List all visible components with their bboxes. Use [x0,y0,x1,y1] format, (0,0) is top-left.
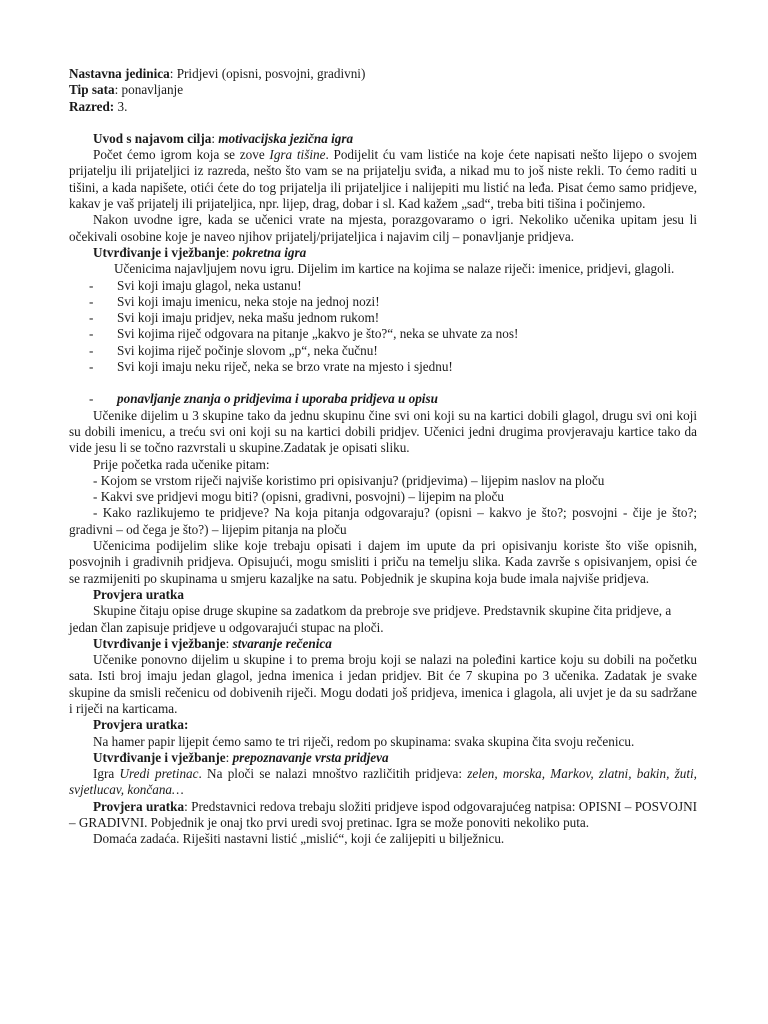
practice1-heading [69,245,697,261]
intro-paragraph-2: Nakon uvodne igre, kada se učenici vrate na mjesta, porazgovaramo o igri. Nekoliko učenika upitam jesu li očekivali osobine koje je naveo njihov prijatelj/prijateljica i najavim cilj – ponavljanje pridjeva. [69,212,697,244]
spacer [69,375,697,391]
intro-p1-start: Počet ćemo igrom koja se zove [93,147,270,163]
practice3-p1-start: Igra [93,766,120,782]
list-item [69,326,697,342]
lesson-type-line [69,82,697,98]
review-paragraph-1: Učenike dijelim u 3 skupine tako da jednu skupinu čine svi oni koji su na kartici dobili glagol, drugu svi oni koji su dobili imenicu, a treću svi oni koji su na kartici dobili pridjev. Učenici jedni drugima provjeravaju kartice tako da vide jesu li se točno razvrstali u skupine.Zadatak je opisati sliku. [69,407,697,456]
homework-paragraph: Domaća zadaća. Riješiti nastavni listić „mislić“, koji će zalijepiti u bilježnicu. [93,831,505,847]
review-question-2: - Kakvi sve pridjevi mogu biti? (opisni, gradivni, posvojni) – lijepim na ploču [93,489,504,505]
dash-bullet: - [89,359,94,375]
intro-game-name: Igra tišine [269,147,326,163]
check3-text: : Predstavnici redova trebaju složiti pridjeve ispod odgovarajućeg natpisa: OPISNI – POSVOJNI – GRADIVNI. Pobjednik je onaj tko prvi uredi svoj pretinac. Igra se može ponoviti nekoliko puta. [69,798,698,831]
list-item-text: Svi koji imaju neku riječ, neka se brzo vrate na mjesto i sjednu! [117,359,453,375]
practice3-game-name: Uredi pretinac [119,766,199,782]
dash-bullet: - [89,310,94,326]
intro-p1-rest: . Podijelit ću vam listiće na koje ćete napisati nešto lijepo o svojem prijatelju ili prijateljici iz razreda, nešto što vam se na prijatelju sviđa, a nikad mu to još niste rekli. To ćemo raditi u tišini, a kada napišete, otići ćete do tog prijatelja ili prijateljice i nalijepiti mu listić na leđa. Pisat ćemo samo pridjeve, kakav je vaš prijatelj ili prijateljica, npr. lijep, drag, dobar i sl. Kad kažem „sad“, treba biti tišina i počinjemo. [69,147,697,212]
adjective-list: zelen, morska, Markov, zlatni, bakin, žuti, svjetlucav, končana… [69,766,697,798]
lesson-unit-line [69,66,697,82]
intro-heading [69,131,697,147]
practice2-heading-bold: Utvrđivanje i vježbanje [93,635,226,651]
list-item [69,310,697,326]
check1-heading-bold: Provjera uratka [93,586,184,602]
dash-bullet: - [89,293,94,309]
grade-label: Razred: [69,98,115,114]
practice3-heading-bold: Utvrđivanje i vježbanje [93,749,226,765]
practice3-heading-sep: : [225,749,233,765]
check1-heading [69,587,697,603]
practice2-paragraph: Učenike ponovno dijelim u skupine i to prema broju koji se nalazi na poleđini kartice koju su dobili na početku sata. Isti broj imaju jedan glagol, jedna imenica i jedan pridjev. Bit će 7 skupina po 3 učenika. Zadatak je svake skupine da smisli rečenicu od dobivenih riječi. Mogu dodati još pridjeva, imenica i glagola, ali uvjet je da su sadržane i riječi na karticama. [69,652,697,716]
practice2-heading [69,636,697,652]
list-item [69,278,697,294]
dash-bullet: - [89,326,94,342]
list-item-text: Svi kojima riječ odgovara na pitanje „kakvo je što?“, neka se uhvate za nos! [117,326,519,342]
check2-heading-bold: Provjera uratka: [93,717,189,733]
list-item-text: Svi koji imaju glagol, neka ustanu! [117,277,302,293]
practice3-paragraph [69,766,697,799]
review-paragraph-3: Učenicima podijelim slike koje trebaju opisati i dajem im upute da pri opisivanju koriste što više opisnih, posvojnih i gradivnih pridjeva. Opisujući, mogu smisliti i priču na temelju slika. Kada završe s opisivanjem, opisi će se razmijeniti po skupinama u smjeru kazaljke na satu. Pobjednik je skupina koja bude imala najviše pridjeva. [69,538,697,586]
list-item-text: Svi koji imaju imenicu, neka stoje na jednoj nozi! [117,293,380,309]
grade-line [69,99,697,115]
check2-heading [69,717,697,733]
review-question-3: - Kako razlikujemo te pridjeve? Na koja pitanja odgovaraju? (opisni – kakvo je što?; posvojni - čije je što?; gradivni – od čega je što?) – lijepim pitanja na ploču [69,505,697,537]
practice3-heading [69,750,697,766]
practice1-heading-bold: Utvrđivanje i vježbanje [93,244,226,260]
spacer [69,115,697,131]
intro-heading-italic: motivacijska jezična igra [218,130,354,146]
check2-paragraph: Na hamer papir lijepit ćemo samo te tri riječi, redom po skupinama: svaka skupina čita svoju rečenicu. [93,733,635,749]
practice1-heading-sep: : [225,244,233,260]
list-item-text: Svi kojima riječ počinje slovom „p“, neka čučnu! [117,342,378,358]
intro-heading-bold: Uvod s najavom cilja [93,130,212,146]
list-item [69,359,697,375]
practice3-heading-italic: prepoznavanje vrsta pridjeva [232,749,389,765]
check3-paragraph [69,799,697,832]
dash-bullet: - [89,391,94,407]
practice2-heading-italic: stvaranje rečenica [232,635,332,651]
check1-paragraph: Skupine čitaju opise druge skupine sa zadatkom da prebroje sve pridjeve. Predstavnik skupine čita pridjeve, a jedan član zapisuje pridjeve u odgovarajući stupac na ploči. [69,603,672,635]
practice1-paragraph: Učenicima najavljujem novu igru. Dijelim im kartice na kojima se nalaze riječi: imenice, pridjevi, glagoli. [114,261,675,277]
list-item [69,294,697,310]
dash-bullet: - [89,277,94,293]
practice2-heading-sep: : [225,635,233,651]
lesson-type-label: Tip sata [69,82,115,98]
game-instructions-list [69,278,697,376]
review-paragraph-2: Prije početka rada učenike pitam: [93,456,270,472]
review-question-1: - Kojom se vrstom riječi najviše koristimo pri opisivanju? (pridjevima) – lijepim naslov na ploču [93,472,605,488]
review-heading-italic: ponavljanje znanja o pridjevima i uporaba pridjeva u opisu [117,391,438,407]
practice1-heading-italic: pokretna igra [232,244,307,260]
grade-value: 3. [114,98,128,114]
lesson-unit-value: : Pridjevi (opisni, posvojni, gradivni) [169,66,366,81]
lesson-unit-label: Nastavna jedinica [69,66,170,81]
intro-paragraph-1 [69,147,697,212]
list-item [69,343,697,359]
review-heading [69,391,697,407]
list-item-text: Svi koji imaju pridjev, neka mašu jednom rukom! [117,310,380,326]
intro-heading-sep: : [211,130,219,146]
document-body [69,66,697,848]
check3-heading-bold: Provjera uratka [93,798,185,814]
lesson-type-value: : ponavljanje [114,82,184,98]
dash-bullet: - [89,342,94,358]
practice3-p1-mid: . Na ploči se nalazi mnoštvo različitih pridjeva: [198,766,468,782]
